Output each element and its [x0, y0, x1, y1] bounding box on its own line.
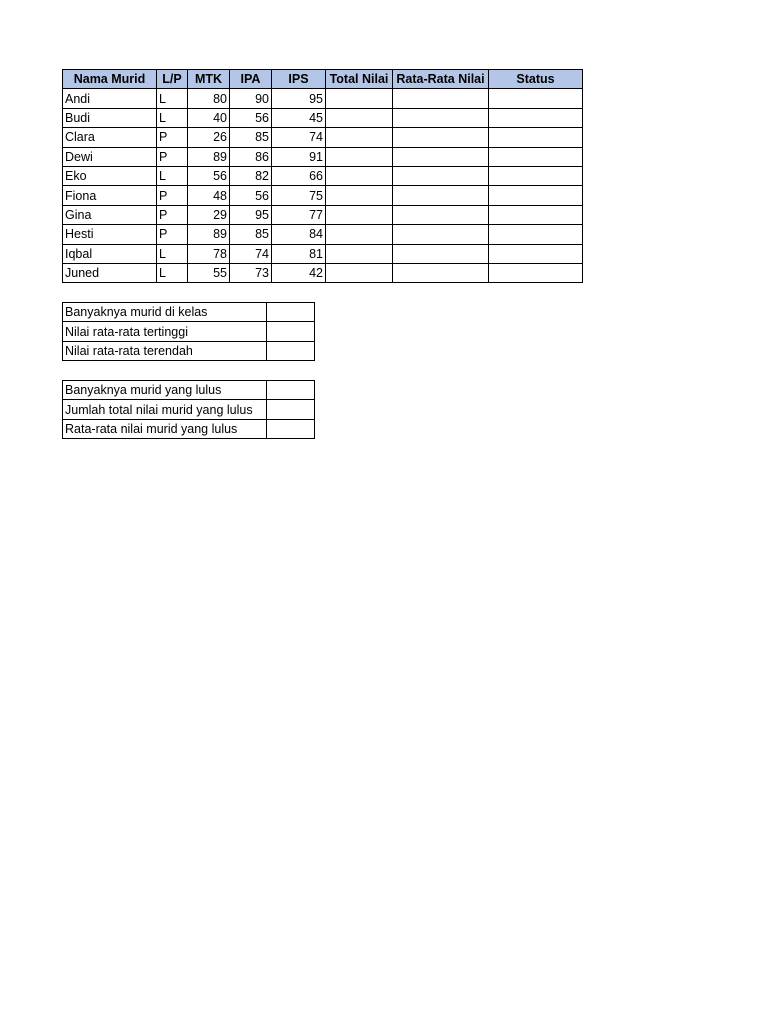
cell-status[interactable] [489, 244, 583, 263]
cell-status[interactable] [489, 108, 583, 127]
summary-class-table [62, 302, 315, 361]
cell-ips[interactable]: 91 [272, 147, 326, 166]
cell-lp[interactable]: P [157, 147, 188, 166]
cell-nama-murid[interactable]: Fiona [63, 186, 157, 205]
cell-mtk[interactable]: 48 [188, 186, 230, 205]
summary-pass-table [62, 380, 315, 439]
header-mtk[interactable]: MTK [188, 70, 230, 89]
cell-nama-murid[interactable]: Eko [63, 166, 157, 185]
cell-total-nilai[interactable] [326, 89, 393, 108]
cell-total-nilai[interactable] [326, 205, 393, 224]
summary-row [63, 341, 315, 360]
cell-ips[interactable]: 95 [272, 89, 326, 108]
header-rata-rata-nilai[interactable]: Rata-Rata Nilai [393, 70, 489, 89]
cell-mtk[interactable]: 80 [188, 89, 230, 108]
cell-lp[interactable]: L [157, 166, 188, 185]
cell-status[interactable] [489, 128, 583, 147]
summary-row [63, 322, 315, 341]
cell-ips[interactable]: 74 [272, 128, 326, 147]
cell-rata-rata-nilai[interactable] [393, 186, 489, 205]
cell-total-nilai[interactable] [326, 186, 393, 205]
cell-nama-murid[interactable]: Dewi [63, 147, 157, 166]
table-row [63, 225, 583, 244]
cell-lp[interactable]: P [157, 186, 188, 205]
table-row [63, 205, 583, 224]
summary-label[interactable]: Nilai rata-rata terendah [63, 341, 267, 360]
cell-mtk[interactable]: 89 [188, 147, 230, 166]
cell-rata-rata-nilai[interactable] [393, 128, 489, 147]
cell-status[interactable] [489, 263, 583, 282]
summary-value[interactable] [267, 381, 315, 400]
grades-body [63, 89, 583, 283]
cell-status[interactable] [489, 186, 583, 205]
table-row [63, 186, 583, 205]
cell-nama-murid[interactable]: Juned [63, 263, 157, 282]
summary-row [63, 419, 315, 438]
cell-total-nilai[interactable] [326, 244, 393, 263]
summary-value[interactable] [267, 322, 315, 341]
cell-nama-murid[interactable]: Gina [63, 205, 157, 224]
summary-value[interactable] [267, 419, 315, 438]
grades-table [62, 69, 583, 283]
cell-rata-rata-nilai[interactable] [393, 225, 489, 244]
cell-rata-rata-nilai[interactable] [393, 205, 489, 224]
cell-total-nilai[interactable] [326, 147, 393, 166]
cell-ipa[interactable]: 56 [230, 108, 272, 127]
cell-nama-murid[interactable]: Iqbal [63, 244, 157, 263]
cell-ips[interactable]: 42 [272, 263, 326, 282]
cell-status[interactable] [489, 205, 583, 224]
table-row [63, 263, 583, 282]
cell-rata-rata-nilai[interactable] [393, 147, 489, 166]
table-row [63, 108, 583, 127]
table-row [63, 166, 583, 185]
table-row [63, 244, 583, 263]
summary-pass-body [63, 381, 315, 439]
header-total-nilai[interactable]: Total Nilai [326, 70, 393, 89]
header-nama-murid[interactable]: Nama Murid [63, 70, 157, 89]
summary-row [63, 303, 315, 322]
cell-ipa[interactable]: 85 [230, 225, 272, 244]
cell-ipa[interactable]: 73 [230, 263, 272, 282]
header-lp[interactable]: L/P [157, 70, 188, 89]
cell-lp[interactable]: L [157, 108, 188, 127]
cell-rata-rata-nilai[interactable] [393, 89, 489, 108]
cell-total-nilai[interactable] [326, 225, 393, 244]
cell-lp[interactable]: L [157, 263, 188, 282]
cell-rata-rata-nilai[interactable] [393, 263, 489, 282]
header-row [63, 70, 583, 89]
cell-ipa[interactable]: 95 [230, 205, 272, 224]
cell-mtk[interactable]: 29 [188, 205, 230, 224]
table-row [63, 128, 583, 147]
cell-nama-murid[interactable]: Andi [63, 89, 157, 108]
cell-mtk[interactable]: 89 [188, 225, 230, 244]
cell-mtk[interactable]: 55 [188, 263, 230, 282]
cell-nama-murid[interactable]: Budi [63, 108, 157, 127]
cell-lp[interactable]: L [157, 89, 188, 108]
cell-status[interactable] [489, 147, 583, 166]
summary-value[interactable] [267, 303, 315, 322]
cell-ips[interactable]: 66 [272, 166, 326, 185]
cell-nama-murid[interactable]: Hesti [63, 225, 157, 244]
header-status[interactable]: Status [489, 70, 583, 89]
cell-total-nilai[interactable] [326, 108, 393, 127]
header-ips[interactable]: IPS [272, 70, 326, 89]
cell-ipa[interactable]: 86 [230, 147, 272, 166]
cell-ipa[interactable]: 82 [230, 166, 272, 185]
cell-ips[interactable]: 77 [272, 205, 326, 224]
summary-label[interactable]: Banyaknya murid yang lulus [63, 381, 267, 400]
cell-rata-rata-nilai[interactable] [393, 166, 489, 185]
cell-ipa[interactable]: 74 [230, 244, 272, 263]
cell-total-nilai[interactable] [326, 128, 393, 147]
summary-class-body [63, 303, 315, 361]
cell-ips[interactable]: 84 [272, 225, 326, 244]
summary-label[interactable]: Rata-rata nilai murid yang lulus [63, 419, 267, 438]
cell-mtk[interactable]: 40 [188, 108, 230, 127]
cell-nama-murid[interactable]: Clara [63, 128, 157, 147]
summary-label[interactable]: Nilai rata-rata tertinggi [63, 322, 267, 341]
cell-mtk[interactable]: 26 [188, 128, 230, 147]
summary-row [63, 400, 315, 419]
header-ipa[interactable]: IPA [230, 70, 272, 89]
summary-label[interactable]: Jumlah total nilai murid yang lulus [63, 400, 267, 419]
cell-rata-rata-nilai[interactable] [393, 108, 489, 127]
summary-value[interactable] [267, 341, 315, 360]
cell-ips[interactable]: 81 [272, 244, 326, 263]
cell-status[interactable] [489, 225, 583, 244]
table-row [63, 89, 583, 108]
cell-ipa[interactable]: 56 [230, 186, 272, 205]
cell-ipa[interactable]: 90 [230, 89, 272, 108]
cell-ipa[interactable]: 85 [230, 128, 272, 147]
cell-lp[interactable]: L [157, 244, 188, 263]
cell-lp[interactable]: P [157, 128, 188, 147]
cell-mtk[interactable]: 56 [188, 166, 230, 185]
cell-lp[interactable]: P [157, 205, 188, 224]
summary-row [63, 381, 315, 400]
cell-total-nilai[interactable] [326, 263, 393, 282]
cell-ips[interactable]: 45 [272, 108, 326, 127]
table-row [63, 147, 583, 166]
cell-total-nilai[interactable] [326, 166, 393, 185]
cell-lp[interactable]: P [157, 225, 188, 244]
cell-status[interactable] [489, 89, 583, 108]
cell-ips[interactable]: 75 [272, 186, 326, 205]
summary-value[interactable] [267, 400, 315, 419]
summary-label[interactable]: Banyaknya murid di kelas [63, 303, 267, 322]
cell-status[interactable] [489, 166, 583, 185]
cell-mtk[interactable]: 78 [188, 244, 230, 263]
cell-rata-rata-nilai[interactable] [393, 244, 489, 263]
